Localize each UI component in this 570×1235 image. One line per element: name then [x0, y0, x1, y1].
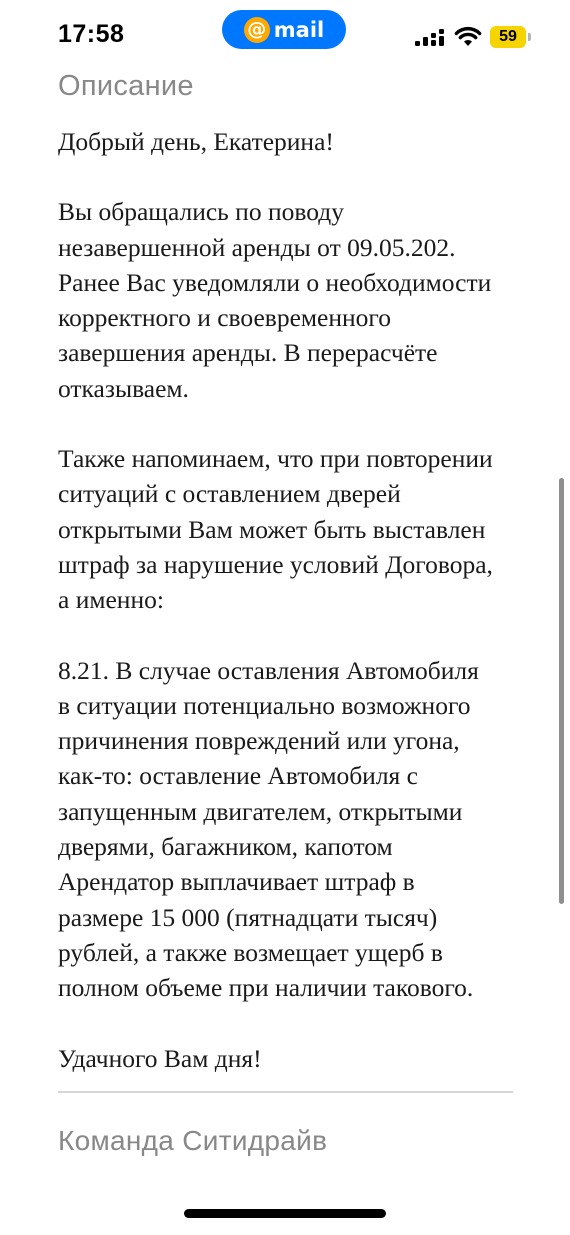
status-bar [0, 0, 570, 70]
mail-app-label: mail [273, 17, 325, 42]
email-body [58, 124, 528, 1111]
email-paragraph-contract-clause: 8.21. В случае оставления Автомобиля в ситуации потенциально возможного причинения повреждений или угона, как-то: оставление Автомобиля с запущенным двигателем, открытыми дверями, багажником, капотом Арендатор выплачивает штраф в размере 15 000 (пятнадцати тысяч) рублей, а также возмещает ущерб в полном объеме при наличии такового. [58, 655, 479, 1003]
at-sign-icon: @ [244, 17, 270, 43]
email-paragraph-request: Вы обращались по поводу незавершенной аренды от 09.05.202. Ранее Вас уведомляли о необходимости корректного и своевременного завершения аренды. В перерасчёте отказываем. [58, 197, 492, 403]
section-heading: Описание [58, 70, 194, 102]
email-paragraph-reminder: Также напоминаем, что при повторении ситуаций с оставлением дверей открытыми Вам может быть выставлен штраф за нарушение условий Договора, а именно: [58, 444, 493, 615]
home-indicator[interactable] [184, 1209, 386, 1218]
battery-icon [528, 33, 531, 41]
signature-divider [58, 1091, 513, 1093]
status-time: 17:58 [58, 20, 125, 48]
battery-level: 59 [490, 26, 526, 48]
battery-indicator [490, 26, 531, 48]
mail-app-badge[interactable] [222, 10, 346, 49]
email-signature: Команда Ситидрайв [58, 1125, 328, 1156]
vertical-scrollbar[interactable] [559, 478, 564, 904]
wifi-icon [454, 26, 482, 48]
cellular-signal-icon [414, 28, 446, 48]
email-closing: Удачного Вам дня! [58, 1043, 262, 1073]
email-greeting: Добрый день, Екатерина! [58, 127, 334, 156]
